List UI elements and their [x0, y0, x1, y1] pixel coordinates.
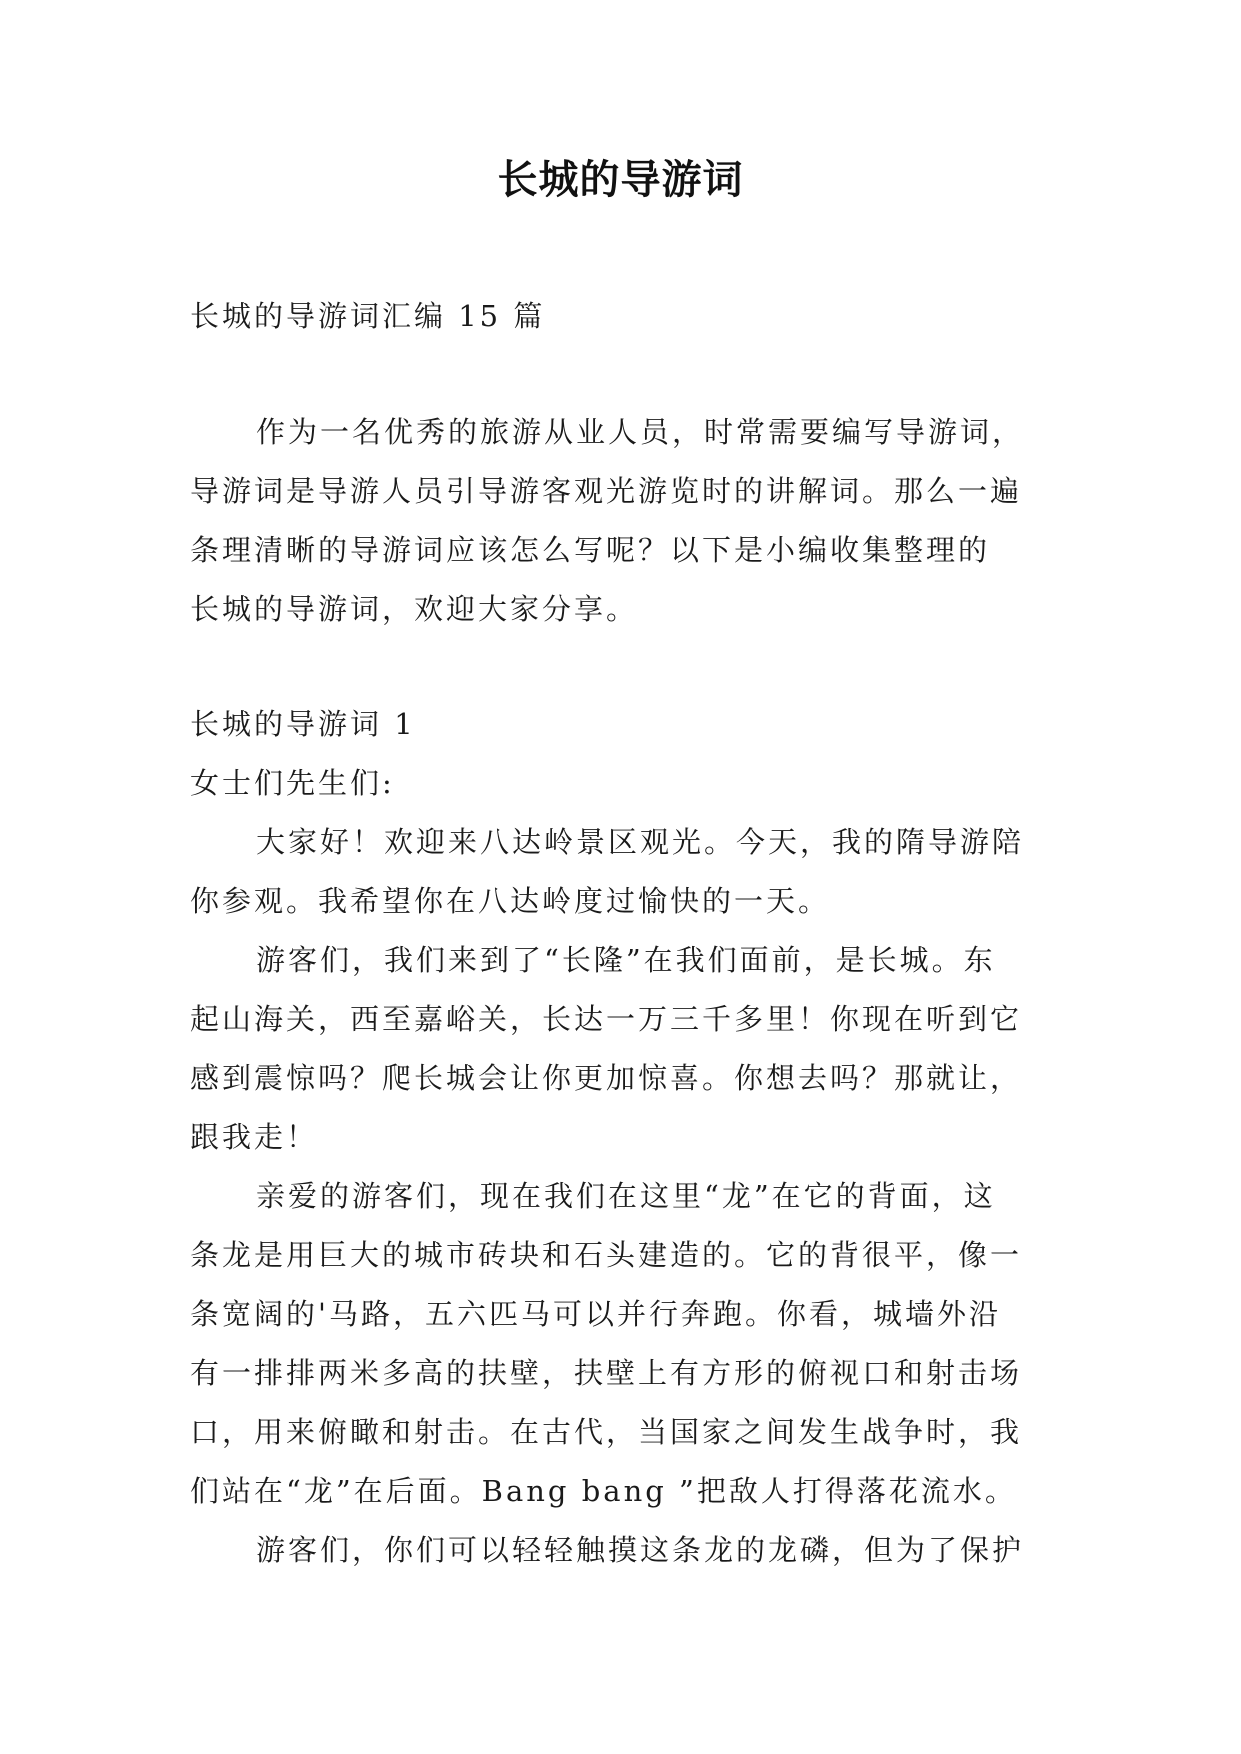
greeting-line: 女士们先生们: — [190, 766, 395, 800]
paragraph-3-line: 口，用来俯瞰和射击。在古代，当国家之间发生战争时，我 — [190, 1415, 1023, 1449]
paragraph-3-line: 条宽阔的'马路，五六匹马可以并行奔跑。你看，城墙外沿 — [190, 1297, 1001, 1331]
intro-paragraph — [190, 403, 1050, 639]
paragraph-3-line: 亲爱的游客们，现在我们在这里“龙”在它的背面，这 — [256, 1179, 996, 1213]
section-1 — [190, 695, 1050, 1580]
intro-line: 作为一名优秀的旅游从业人员，时常需要编写导游词， — [256, 415, 1025, 449]
document-title: 长城的导游词 — [497, 157, 744, 203]
paragraph-2-line: 游客们，我们来到了“长隆”在我们面前，是长城。东 — [256, 943, 996, 977]
paragraph-1-line: 你参观。我希望你在八达岭度过愉快的一天。 — [190, 884, 831, 918]
paragraph-1-line: 大家好！欢迎来八达岭景区观光。今天，我的隋导游陪 — [256, 825, 1025, 859]
intro-line: 导游词是导游人员引导游客观光游览时的讲解词。那么一遍 — [190, 474, 1023, 508]
paragraph-3-line: 们站在“龙”在后面。Bang bang ”把敌人打得落花流水。 — [190, 1474, 1017, 1508]
intro-line: 条理清晰的导游词应该怎么写呢？以下是小编收集整理的 — [190, 533, 991, 567]
paragraph-2-line: 感到震惊吗？爬长城会让你更加惊喜。你想去吗？那就让， — [190, 1061, 1023, 1095]
paragraph-4-line: 游客们，你们可以轻轻触摸这条龙的龙磷，但为了保护 — [256, 1533, 1025, 1567]
document-subtitle: 长城的导游词汇编 15 篇 — [190, 299, 546, 333]
intro-line: 长城的导游词，欢迎大家分享。 — [190, 592, 639, 626]
section-heading: 长城的导游词 1 — [190, 707, 416, 741]
paragraph-3-line: 条龙是用巨大的城市砖块和石头建造的。它的背很平，像一 — [190, 1238, 1023, 1272]
paragraph-3-line: 有一排排两米多高的扶壁，扶壁上有方形的俯视口和射击场 — [190, 1356, 1023, 1390]
paragraph-2-line: 跟我走！ — [190, 1120, 319, 1154]
paragraph-2-line: 起山海关，西至嘉峪关，长达一万三千多里！你现在听到它 — [190, 1002, 1023, 1036]
